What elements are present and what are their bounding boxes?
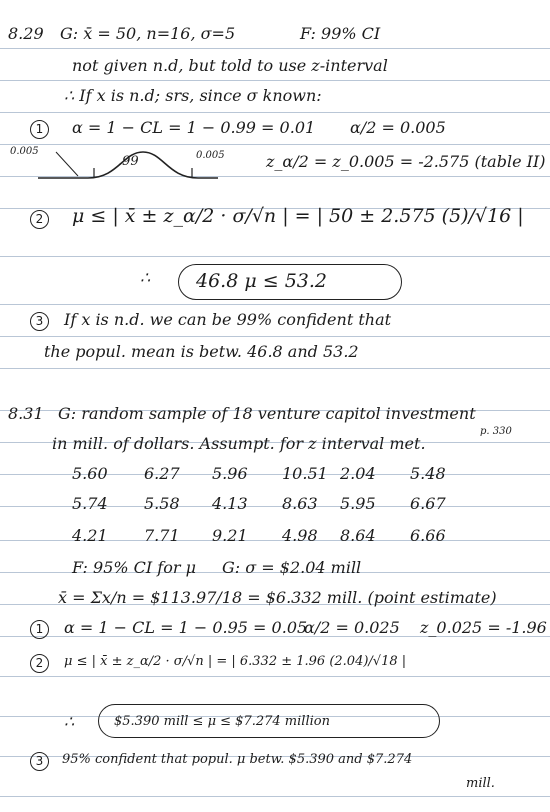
critical-z-value: z_α/2 = z_0.005 = -2.575 (table II) <box>266 152 546 171</box>
ruled-line <box>0 336 550 337</box>
half-alpha: α/2 = 0.005 <box>350 118 446 137</box>
curve-tail-left: 0.005 <box>10 146 39 157</box>
find-statement: F: 95% CI for μ <box>72 558 196 577</box>
given-description: in mill. of dollars. Assumpt. for z interval met. <box>52 434 426 453</box>
data-value: 8.64 <box>340 526 376 545</box>
data-value: 2.04 <box>340 464 376 483</box>
data-value: 9.21 <box>212 526 248 545</box>
half-alpha: α/2 = 0.025 <box>304 618 400 637</box>
alpha-calculation: α = 1 − CL = 1 − 0.99 = 0.01 <box>72 118 316 137</box>
data-value: 5.60 <box>72 464 108 483</box>
curve-tail-right: 0.005 <box>196 150 225 161</box>
critical-z-value: z_0.025 = -1.96 <box>420 618 547 637</box>
step-marker: 1 <box>30 620 49 639</box>
step-marker: 3 <box>30 752 49 771</box>
data-value: 4.13 <box>212 494 248 513</box>
step-marker: 2 <box>30 654 49 673</box>
data-value: 5.58 <box>144 494 180 513</box>
data-value: 10.51 <box>282 464 328 483</box>
given-sigma: G: σ = $2.04 mill <box>222 558 362 577</box>
ci-formula: μ ≤ | x̄ ± z_α/2 · σ/√n | = | 6.332 ± 1.96 (2.04)/√18 | <box>64 654 407 669</box>
ruled-line <box>0 144 550 145</box>
given-values: G: x̄ = 50, n=16, σ=5 <box>60 24 236 43</box>
ruled-line <box>0 48 550 49</box>
conclusion-line: mill. <box>466 776 495 791</box>
assumption-line: ∴ If x is n.d; srs, since σ known: <box>64 86 322 105</box>
therefore-symbol: ∴ <box>140 268 151 287</box>
data-value: 4.21 <box>72 526 108 545</box>
ruled-line <box>0 796 550 797</box>
conclusion-line: the popul. mean is betw. 46.8 and 53.2 <box>44 342 359 361</box>
data-value: 5.48 <box>410 464 446 483</box>
step-marker: 1 <box>30 120 49 139</box>
ruled-line <box>0 80 550 81</box>
ruled-line <box>0 112 550 113</box>
conclusion-line: If x is n.d. we can be 99% confident that <box>64 310 392 329</box>
conclusion-line: 95% confident that popul. μ betw. $5.390 and $7.274 <box>62 752 413 767</box>
page-reference: p. 330 <box>480 426 512 437</box>
confidence-interval-result: 46.8 μ ≤ 53.2 <box>196 270 327 292</box>
alpha-calculation: α = 1 − CL = 1 − 0.95 = 0.05 <box>64 618 308 637</box>
data-value: 5.96 <box>212 464 248 483</box>
ruled-line <box>0 304 550 305</box>
data-value: 6.27 <box>144 464 180 483</box>
sample-mean-calculation: x̄ = Σx/n = $113.97/18 = $6.332 mill. (point estimate) <box>58 588 497 607</box>
data-value: 8.63 <box>282 494 318 513</box>
curve-center-label: .99 <box>118 154 139 169</box>
ruled-line <box>0 368 550 369</box>
note-line: not given n.d, but told to use z-interval <box>72 56 388 75</box>
data-value: 4.98 <box>282 526 318 545</box>
data-value: 6.66 <box>410 526 446 545</box>
confidence-interval-result: $5.390 mill ≤ μ ≤ $7.274 million <box>114 714 330 729</box>
problem-number: 8.31 <box>8 404 44 423</box>
ci-formula: μ ≤ | x̄ ± z_α/2 · σ/√n | = | 50 ± 2.575 (5)/√16 | <box>72 205 524 227</box>
ruled-line <box>0 256 550 257</box>
find-statement: F: 99% CI <box>300 24 381 43</box>
step-marker: 2 <box>30 210 49 229</box>
data-value: 7.71 <box>144 526 180 545</box>
given-description: G: random sample of 18 venture capitol investment <box>58 404 476 423</box>
data-value: 5.74 <box>72 494 108 513</box>
therefore-symbol: ∴ <box>64 712 75 731</box>
problem-number: 8.29 <box>8 24 44 43</box>
data-value: 6.67 <box>410 494 446 513</box>
data-value: 5.95 <box>340 494 376 513</box>
ruled-line <box>0 676 550 677</box>
step-marker: 3 <box>30 312 49 331</box>
